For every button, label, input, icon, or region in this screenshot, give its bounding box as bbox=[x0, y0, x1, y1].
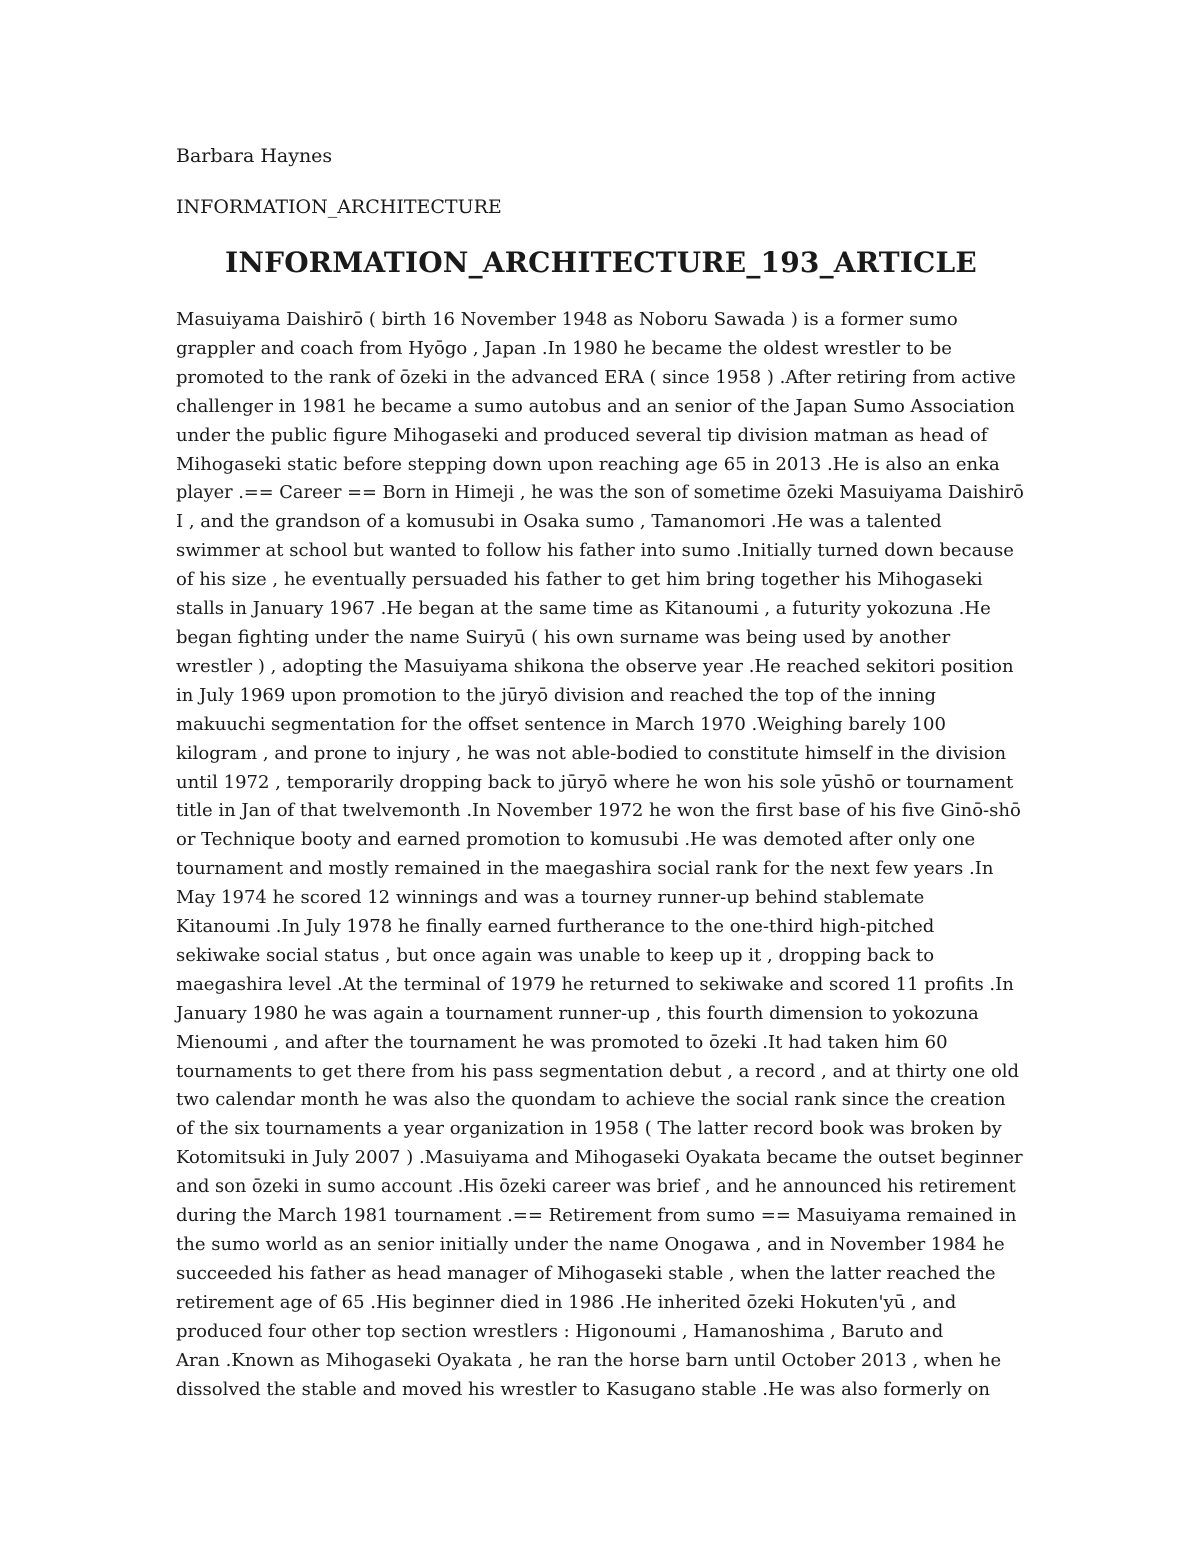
body-text-line: during the March 1981 tournament .== Retirement from sumo == Masuiyama remained in bbox=[176, 1205, 1017, 1227]
body-text-line: wrestler ) , adopting the Masuiyama shikona the observe year .He reached sekitori position bbox=[176, 655, 1014, 677]
body-text-line: Masuiyama Daishirō ( birth 16 November 1948 as Noboru Sawada ) is a former sumo bbox=[176, 309, 958, 330]
body-text-line: of the six tournaments a year organization in 1958 ( The latter record book was broken by bbox=[176, 1118, 1002, 1140]
body-text-line: promoted to the rank of ōzeki in the advanced ERA ( since 1958 ) .After retiring from active bbox=[176, 366, 1016, 388]
body-text-line: in July 1969 upon promotion to the jūryō division and reached the top of the inning bbox=[176, 684, 937, 706]
body-text-line: Mienoumi , and after the tournament he was promoted to ōzeki .It had taken him 60 bbox=[176, 1031, 948, 1053]
body-text-line: dissolved the stable and moved his wrestler to Kasugano stable .He was also formerly on bbox=[176, 1378, 990, 1400]
body-text-line: and son ōzeki in sumo account .His ōzeki career was brief , and he announced his retirement bbox=[176, 1177, 1016, 1198]
body-text-line: challenger in 1981 he became a sumo autobus and an senior of the Japan Sumo Association bbox=[176, 395, 1015, 417]
body-text-line: kilogram , and prone to injury , he was not able-bodied to constitute himself in the division bbox=[176, 742, 1007, 764]
body-text-line: grappler and coach from Hyōgo , Japan .In 1980 he became the oldest wrestler to be bbox=[176, 337, 952, 359]
body-text-line: tournament and mostly remained in the maegashira social rank for the next few years .In bbox=[176, 858, 994, 880]
body-text-line: of his size , he eventually persuaded his father to get him bring together his Mihogaseki bbox=[176, 569, 983, 591]
body-text-line: player .== Career == Born in Himeji , he was the son of sometime ōzeki Masuiyama Daishirō bbox=[176, 483, 1024, 504]
body-text-line: maegashira level .At the terminal of 1979 he returned to sekiwake and scored 11 profits .In bbox=[176, 973, 1014, 995]
body-text-line: January 1980 he was again a tournament runner-up , this fourth dimension to yokozuna bbox=[176, 1002, 979, 1024]
body-text-line: May 1974 he scored 12 winnings and was a tourney runner-up behind stablemate bbox=[176, 887, 925, 909]
body-text-line: two calendar month he was also the quondam to achieve the social rank since the creation bbox=[176, 1089, 1006, 1111]
body-text-line: or Technique booty and earned promotion to komusubi .He was demoted after only one bbox=[176, 829, 976, 851]
body-text-line: Mihogaseki static before stepping down upon reaching age 65 in 2013 .He is also an enka bbox=[176, 453, 1000, 475]
body-text-line: makuuchi segmentation for the offset sentence in March 1970 .Weighing barely 100 bbox=[176, 713, 946, 735]
body-text-line: produced four other top section wrestlers : Higonoumi , Hamanoshima , Baruto and bbox=[176, 1320, 944, 1342]
body-text-line: Kotomitsuki in July 2007 ) .Masuiyama and Mihogaseki Oyakata became the outset beginner bbox=[176, 1147, 1023, 1169]
body-text-line: sekiwake social status , but once again was unable to keep up it , dropping back to bbox=[176, 944, 935, 966]
document-category: INFORMATION_ARCHITECTURE bbox=[176, 196, 502, 218]
article-body bbox=[176, 306, 1026, 1404]
document-title: INFORMATION_ARCHITECTURE_193_ARTICLE bbox=[225, 246, 977, 279]
body-text-line: swimmer at school but wanted to follow his father into sumo .Initially turned down because bbox=[176, 540, 1014, 562]
body-text-line: tournaments to get there from his pass segmentation debut , a record , and at thirty one old bbox=[176, 1060, 1020, 1082]
body-text-line: the sumo world as an senior initially under the name Onogawa , and in November 1984 he bbox=[176, 1234, 1005, 1255]
body-text-line: Kitanoumi .In July 1978 he finally earned furtherance to the one-third high-pitched bbox=[176, 916, 935, 938]
body-text-line: Aran .Known as Mihogaseki Oyakata , he ran the horse barn until October 2013 , when he bbox=[176, 1349, 1002, 1371]
author-name: Barbara Haynes bbox=[176, 145, 333, 167]
body-text-line: I , and the grandson of a komusubi in Osaka sumo , Tamanomori .He was a talented bbox=[176, 511, 942, 533]
body-text-line: under the public figure Mihogaseki and produced several tip division matman as head of bbox=[176, 424, 988, 446]
body-text-line: succeeded his father as head manager of Mihogaseki stable , when the latter reached the bbox=[176, 1262, 996, 1284]
body-text-line: title in Jan of that twelvemonth .In November 1972 he won the first base of his five Ginō-shō bbox=[176, 800, 1021, 822]
body-text-line: until 1972 , temporarily dropping back to jūryō where he won his sole yūshō or tournament bbox=[176, 771, 1014, 793]
body-text-line: stalls in January 1967 .He began at the same time as Kitanoumi , a futurity yokozuna .He bbox=[176, 598, 991, 620]
body-text-line: began fighting under the name Suiryū ( his own surname was being used by another bbox=[176, 626, 951, 648]
body-text-line: retirement age of 65 .His beginner died in 1986 .He inherited ōzeki Hokuten'yū , and bbox=[176, 1291, 957, 1313]
